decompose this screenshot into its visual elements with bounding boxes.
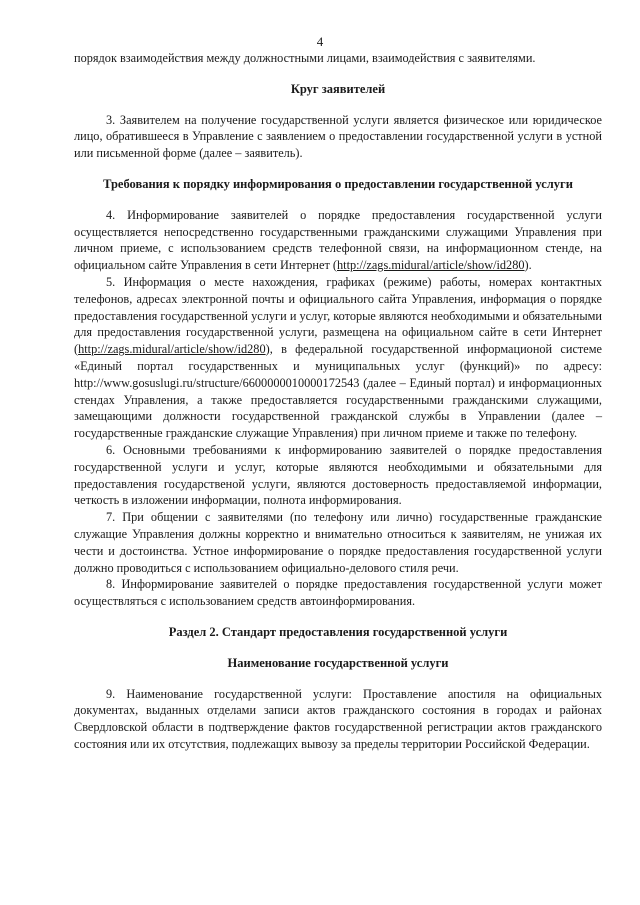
site-link-2[interactable]: http://zags.midural/article/show/id280 — [78, 342, 266, 357]
paragraph-4-end: ). — [524, 258, 532, 273]
heading-requirements: Требования к порядку информирования о предоставлении государственной услуги — [103, 176, 573, 191]
heading-applicants: Круг заявителей — [290, 81, 386, 96]
paragraph-5-text-2: ), в федеральной государственной информационой системе «Единый портал государственных и муниципальных услуг (функций)» по адресу: http://www.gosuslugi.ru/structure/6600000010000172543 (далее – Единый портал) и информационных стендах Управления, а также предоставляется государственными гражданскими служащими, замещающими должности государственной гражданской службы в Управлении (далее – государственные гражданские служащие Управления) при личном приеме и также по телефону. — [74, 342, 602, 441]
heading-service-name: Наименование государственной услуги — [227, 655, 449, 670]
paragraph-7: 7. При общении с заявителями (по телефону или лично) государственные гражданские служащие Управления должны корректно и внимательно относиться к заявителям, не унижая их чести и достоинства. Устное информирование о порядке предоставления государственной услуги должно проводиться с использованием официально-делового стиля речи. — [74, 510, 602, 575]
paragraph-8: 8. Информирование заявителей о порядке предоставления государственной услуги может осуществляться с использованием средств автоинформирования. — [74, 577, 602, 609]
heading-section-2: Раздел 2. Стандарт предоставления государственной услуги — [168, 624, 508, 639]
document-body — [74, 50, 602, 753]
site-link-1[interactable]: http://zags.midural/article/show/id280 — [337, 258, 525, 273]
page-number: 4 — [316, 34, 324, 49]
paragraph-4-text: 4. Информирование заявителей о порядке предоставления государственной услуги осуществляется непосредственно государственными гражданскими служащими Управления при личном приеме, с использованием средств телефонной связи, на информационном стенде, на официальном сайте Управления в сети Интернет ( — [74, 207, 602, 273]
paragraph-5 — [74, 274, 602, 442]
paragraph-6: 6. Основными требованиями к информированию заявителей о порядке предоставления государственной услуги и услуг, которые являются необходимыми и обязательными для предоставления государственой услуги, являются достоверность предоставляемой информации, четкость в изложении информации, полнота информирования. — [74, 442, 602, 508]
intro-line: порядок взаимодействия между должностными лицами, взаимодействия с заявителями. — [74, 51, 536, 65]
paragraph-9: 9. Наименование государственной услуги: Проставление апостиля на официальных документах, выданных отделами записи актов гражданского состояния в городах и районах Свердловской области в подтверждение фактов государственной регистрации актов гражданского состояния или их отсутствия, подлежащих вывозу за пределы территории Российской Федерации. — [74, 686, 602, 751]
paragraph-4 — [74, 207, 602, 274]
paragraph-3: 3. Заявителем на получение государственной услуги является физическое или юридическое лицо, обратившееся в Управление с заявлением о предоставлении государственной услуги в устной или письменной форме (далее – заявитель). — [74, 112, 602, 161]
paragraph-5-text-1: 5. Информация о месте нахождения, графиках (режиме) работы, номерах контактных телефонов, адресах электронной почты и официального сайта Управления, информация о порядке предоставления государственной услуги и услуг, которые являются необходимыми и обязательными для предоставления государственной услуги, размещена на официальном сайте в сети Интернет ( — [74, 274, 602, 357]
